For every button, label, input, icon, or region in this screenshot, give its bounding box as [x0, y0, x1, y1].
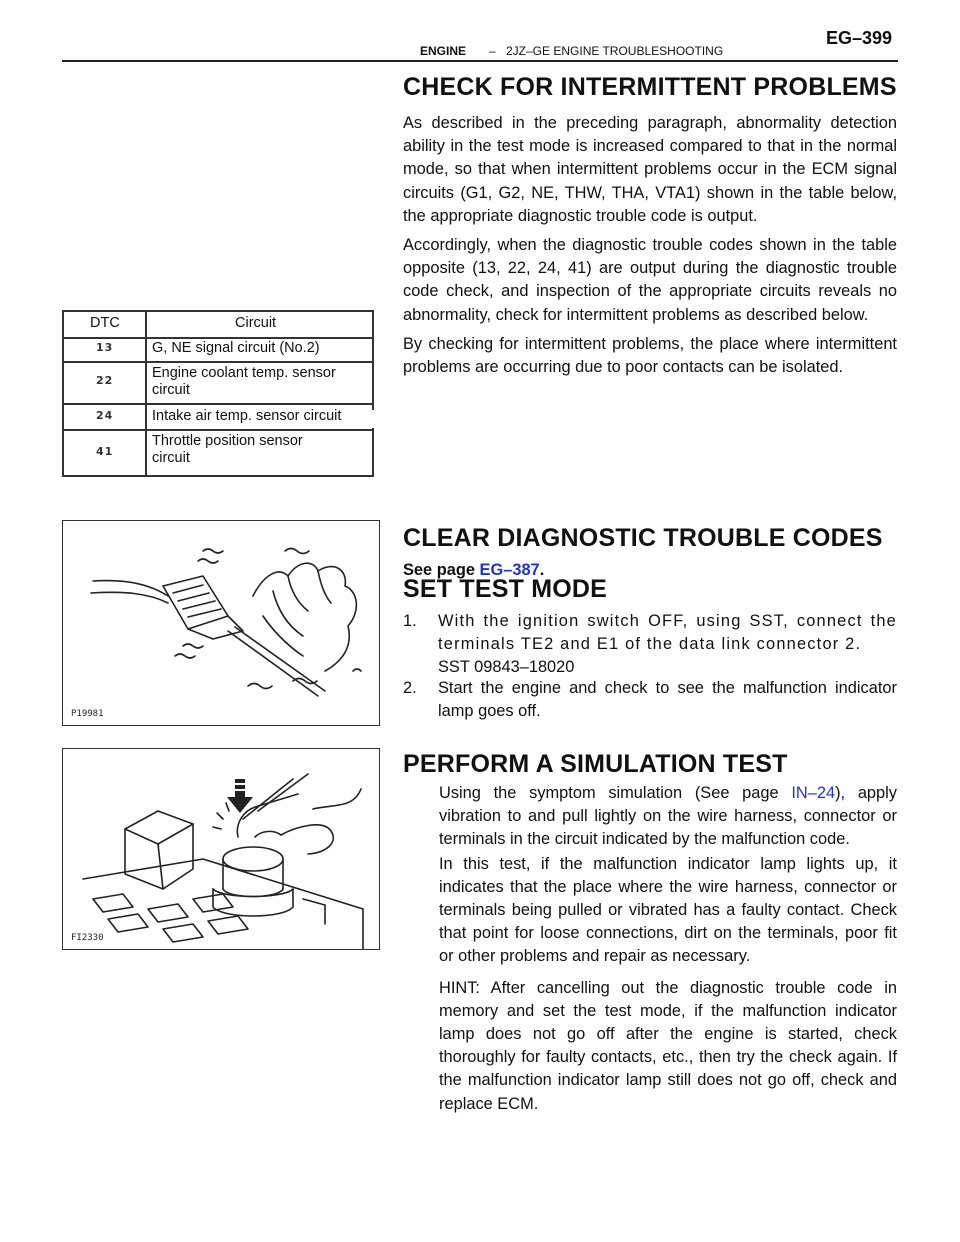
list-item — [403, 610, 897, 680]
intermittent-title: CHECK FOR INTERMITTENT PROBLEMS — [403, 73, 897, 101]
dtc-row-code: 22 — [96, 374, 114, 387]
list-item-text: Start the engine and check to see the malfunction indicator lamp goes off. — [438, 679, 897, 721]
list-item-number: 1. — [403, 612, 417, 630]
header-rule — [62, 60, 898, 62]
simulation-paragraph-2: In this test, if the malfunction indicator lamp lights up, it indicates that the place where the wire harness, connector or terminals being pulled or vibrated has a faulty contact. Check that point for loose connections, dirt on the terminals, poor fit or other problems and repair as necessary. — [439, 854, 897, 966]
figure-2-label: FI2330 — [71, 933, 104, 943]
dtc-row-code: 13 — [96, 341, 114, 354]
figure-relay-tap — [62, 748, 380, 950]
page-number: EG–399 — [826, 28, 893, 48]
see-page-prefix: See page — [403, 561, 480, 579]
figure-1-label: P19981 — [71, 709, 104, 719]
dtc-row-circuit: G, NE signal circuit (No.2) — [152, 340, 320, 356]
test-mode-section — [403, 575, 897, 604]
figure-connector-wiggle — [62, 520, 380, 726]
dtc-row-circuit: Intake air temp. sensor circuit — [152, 408, 342, 424]
intermittent-paragraph-3: By checking for intermittent problems, the place where intermittent problems are occurring due to poor contacts can be isolated. — [403, 334, 897, 377]
dtc-row-circuit: Engine coolant temp. sensor circuit — [152, 365, 336, 398]
header-section: ENGINE — [420, 44, 467, 58]
dtc-row-circuit: Throttle position sensor circuit — [152, 433, 303, 466]
sst-number: SST 09843–18020 — [438, 658, 575, 676]
header-dash: – — [489, 44, 496, 58]
simulation-hint: HINT: After cancelling out the diagnostic trouble code in memory and set the test mode, if the malfunction indicator lamp does not go off after the engine is started, check thoroughly for faulty contacts, etc., then try the check again. If the malfunction indicator lamp still does not go off, check and replace ECM. — [439, 978, 897, 1113]
relay-tap-illustration — [63, 749, 379, 949]
header-subtitle: 2JZ–GE ENGINE TROUBLESHOOTING — [506, 44, 724, 58]
list-item-number: 2. — [403, 679, 417, 697]
connector-wiggle-illustration — [63, 521, 379, 725]
clear-codes-section — [403, 524, 897, 580]
intermittent-section — [403, 73, 897, 379]
intermittent-paragraph-1: As described in the preceding paragraph, abnormality detection ability in the test mode is increased compared to that in the normal mode, so that when intermittent problems occur in the ECM signal circuits (G1, G2, NE, THW, THA, VTA1) shown in the table below, the appropriate diagnostic trouble code is output. — [403, 114, 897, 225]
link-in-24[interactable]: IN–24 — [791, 784, 836, 802]
list-item — [403, 677, 897, 725]
simulation-title: PERFORM A SIMULATION TEST — [403, 750, 788, 778]
simulation-body — [439, 782, 897, 1116]
simulation-paragraph-1 — [439, 782, 897, 852]
dtc-header-circuit: Circuit — [235, 315, 277, 331]
dtc-header-code: DTC — [90, 315, 120, 331]
intermittent-paragraph-2: Accordingly, when the diagnostic trouble codes shown in the table opposite (13, 22, 24, 41) are output during the diagnostic trouble code check, and inspection of the appropriate circuits reveals no abnormality, check for intermittent problems as described below. — [403, 236, 897, 324]
see-page-suffix: . — [539, 561, 545, 579]
list-item-text: With the ignition switch OFF, using SST, connect the terminals TE2 and E1 of the data link connector 2. — [438, 612, 897, 654]
simulation-text: ), apply vibration to and pull lightly on the wire harness, connector or terminals in the circuit indicated by the malfunction code. — [439, 784, 898, 849]
simulation-section — [403, 750, 897, 779]
dtc-row-code: 24 — [96, 409, 114, 422]
test-mode-title: SET TEST MODE — [403, 575, 608, 603]
clear-codes-title: CLEAR DIAGNOSTIC TROUBLE CODES — [403, 524, 883, 552]
simulation-text: Using the symptom simulation (See page — [439, 784, 792, 802]
dtc-table — [62, 310, 374, 476]
dtc-row-code: 41 — [96, 445, 114, 458]
link-eg-387[interactable]: EG–387 — [479, 561, 540, 579]
